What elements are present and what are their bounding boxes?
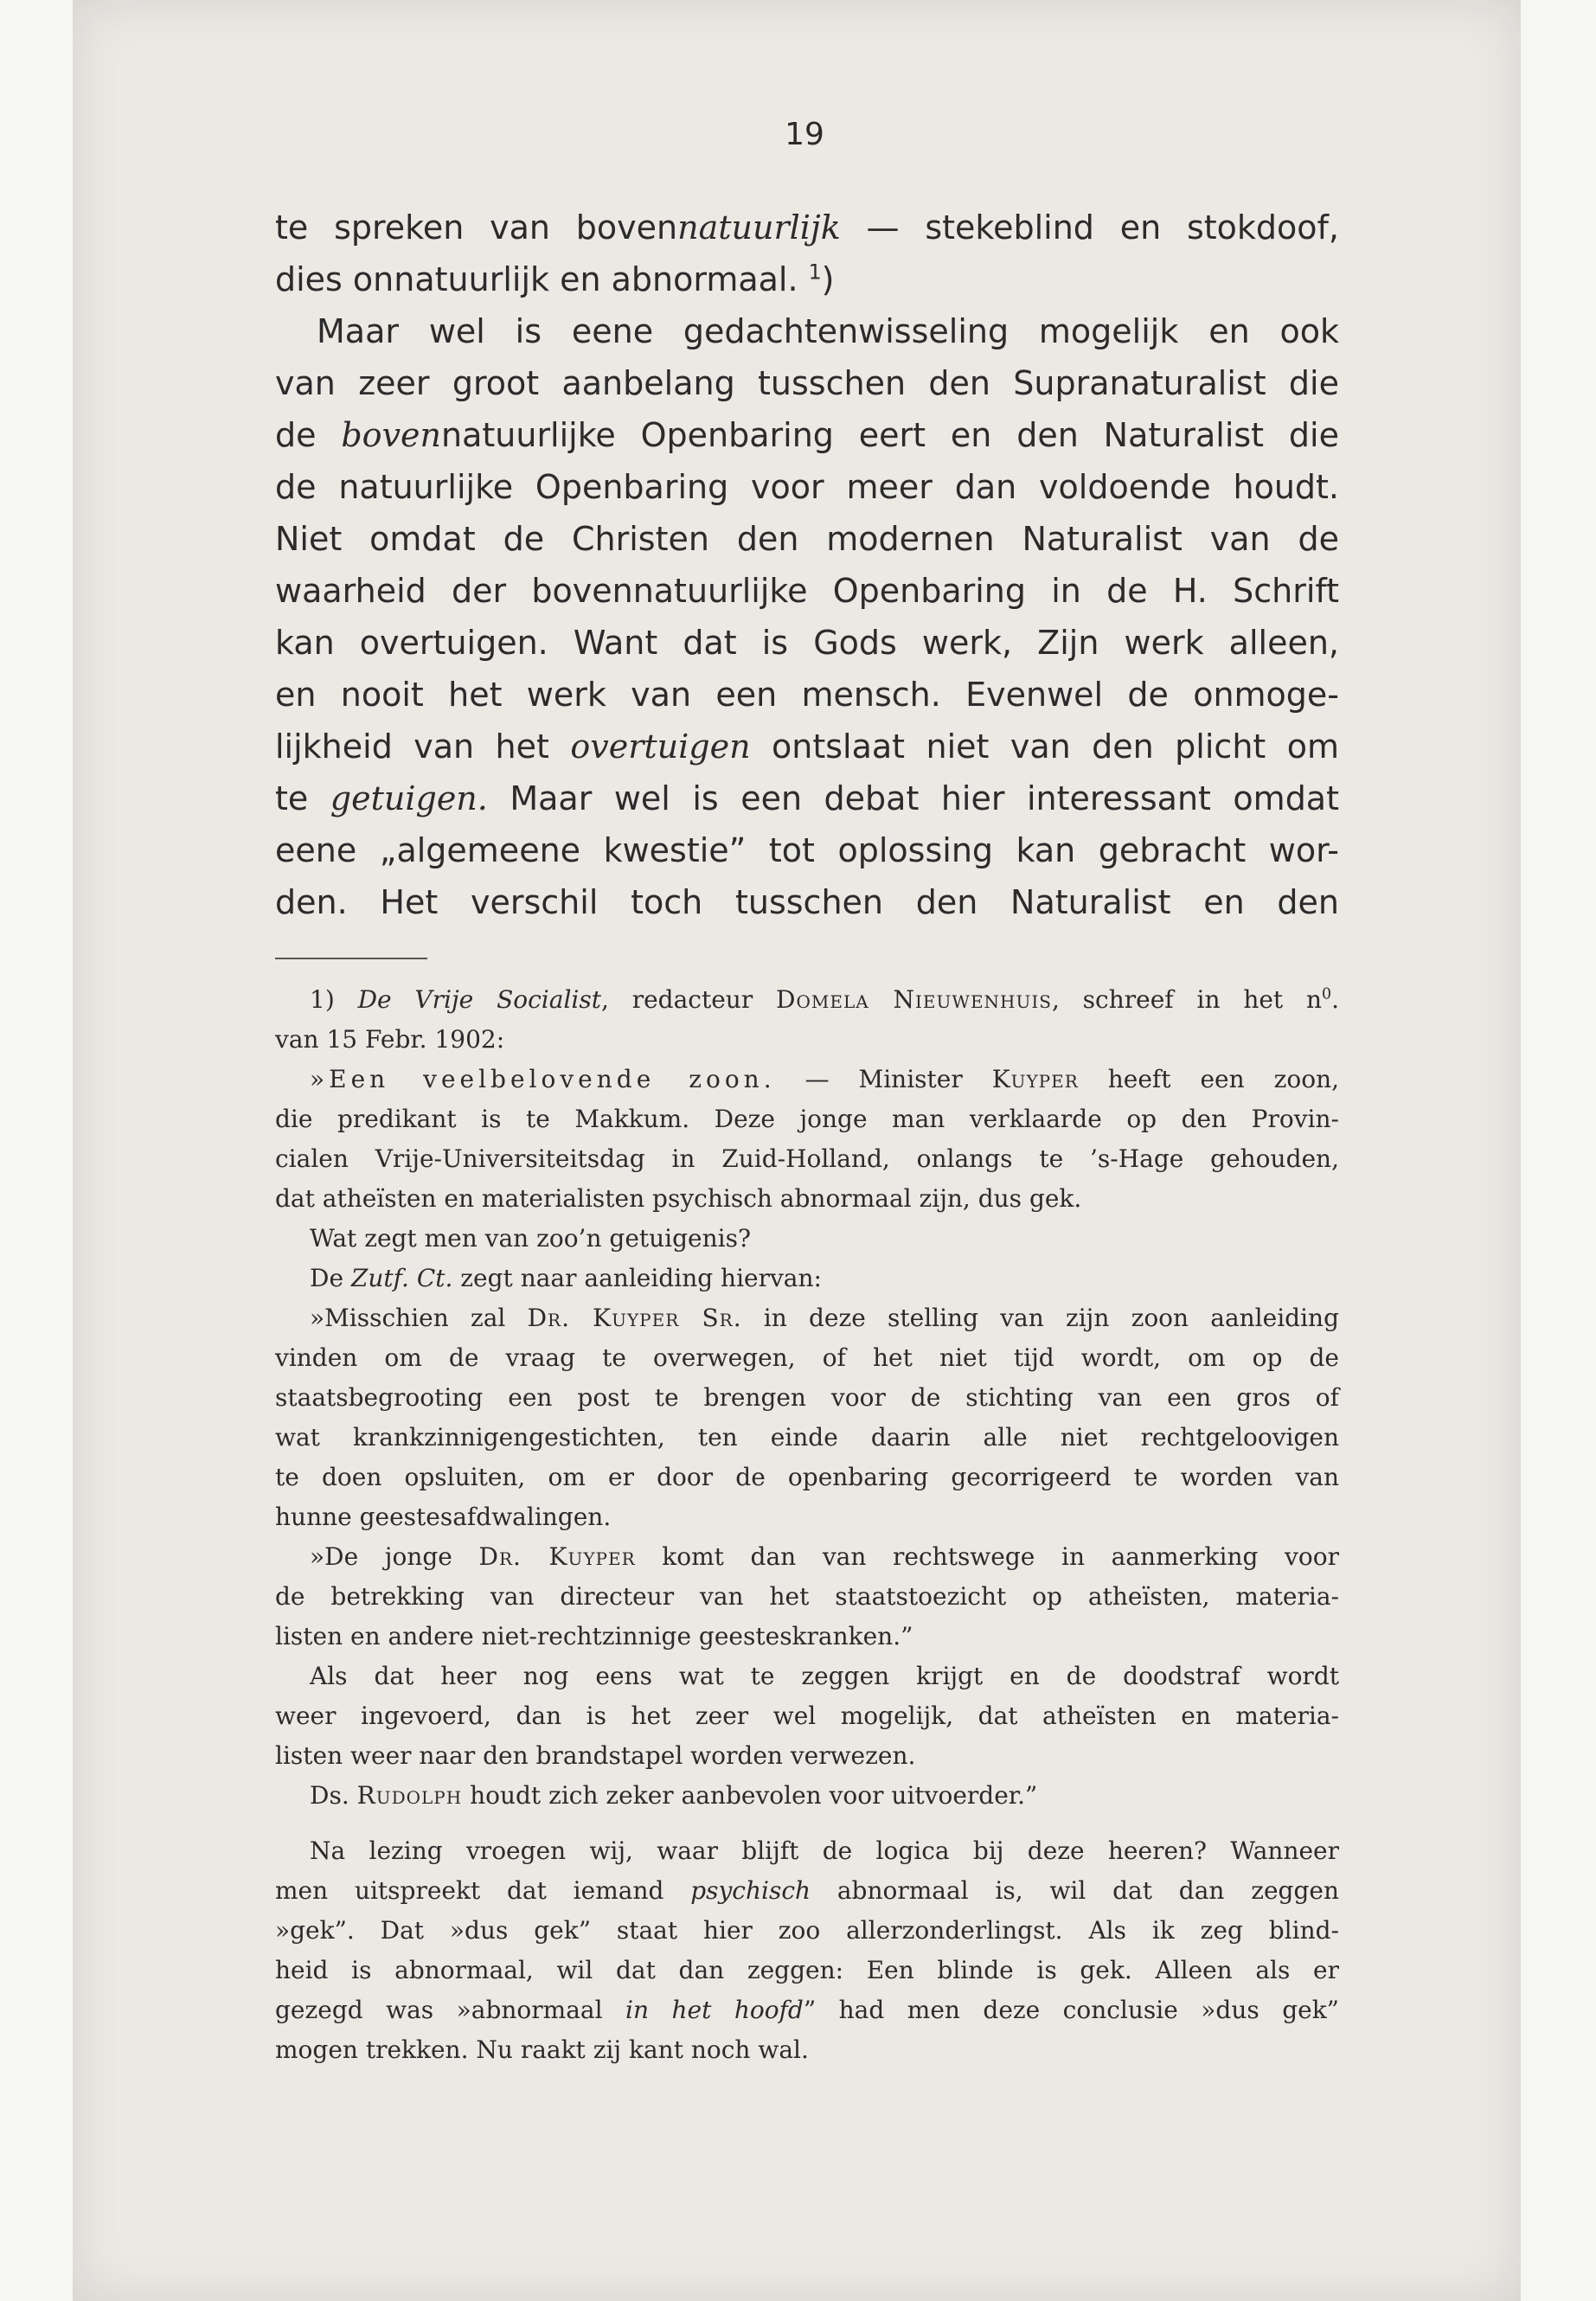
- small-caps-span: Domela Nieuwenhuis: [776, 985, 1052, 1014]
- text-span: »Misschien zal: [310, 1304, 528, 1332]
- note-line: [275, 1871, 1339, 1911]
- text-span: gezegd was »abnormaal: [275, 1996, 626, 2024]
- text-span: in deze stelling van zijn zoon aanleiding: [741, 1304, 1340, 1332]
- note-line: dat atheïsten en materialisten psychisch abnormaal zijn, dus gek.: [275, 1184, 1082, 1213]
- note-line: vinden om de vraag te overwegen, of het niet tijd wordt, om op de: [275, 1343, 1339, 1372]
- footnote-marker[interactable]: 1: [808, 260, 822, 285]
- text-line: van zeer groot aanbelang tusschen den Supranaturalist die: [275, 364, 1339, 402]
- text-span: lijkheid van het: [275, 727, 571, 766]
- main-text: [275, 202, 1339, 928]
- note-line: [275, 1990, 1339, 2030]
- footnote: [275, 980, 1339, 2070]
- italic-span: De Vrije Socialist: [357, 985, 601, 1014]
- note-line: die predikant is te Makkum. Deze jonge man verklaarde op den Provin-: [275, 1105, 1339, 1133]
- text-span: Ds.: [310, 1781, 357, 1810]
- text-span: men uitspreekt dat iemand: [275, 1876, 691, 1905]
- italic-span: boven: [341, 416, 441, 454]
- text-line: kan overtuigen. Want dat is Gods werk, Zijn werk alleen,: [275, 624, 1339, 662]
- italic-span: natuurlijk: [677, 208, 841, 247]
- page-number: 19: [785, 117, 824, 152]
- italic-span: overtuigen: [570, 727, 751, 766]
- text-span: .: [1331, 985, 1339, 1014]
- note-line: »gek”. Dat »dus gek” staat hier zoo allerzonderlingst. Als ik zeg blind-: [275, 1916, 1339, 1945]
- text-span: heeft een zoon,: [1078, 1065, 1340, 1093]
- text-span: zegt naar aanleiding hiervan:: [452, 1264, 822, 1292]
- note-line: [275, 1298, 1339, 1338]
- text-span: te: [275, 779, 330, 817]
- note-line: [275, 980, 1339, 1020]
- note-line: wat krankzinnigengestichten, ten einde daarin alle niet rechtgeloovigen: [275, 1423, 1339, 1452]
- note-line: Na lezing vroegen wij, waar blijft de logica bij deze heeren? Wanneer: [310, 1836, 1339, 1865]
- text-span: abnormaal is, wil dat dan zeggen: [811, 1876, 1339, 1905]
- note-line: mogen trekken. Nu raakt zij kant noch wal.: [275, 2035, 809, 2064]
- text-span: 1): [310, 985, 358, 1014]
- text-span: Maar wel is een debat hier interessant omdat: [487, 779, 1339, 817]
- small-caps-span: Rudolph: [356, 1781, 463, 1810]
- italic-span: getuigen.: [330, 779, 488, 817]
- note-line: Als dat heer nog eens wat te zeggen krijgt en de doodstraf wordt: [310, 1662, 1339, 1690]
- note-line: listen weer naar den brandstapel worden verwezen.: [275, 1741, 916, 1770]
- paragraph-gap: [275, 1816, 1339, 1831]
- text-span: te spreken van boven: [275, 208, 678, 247]
- note-line: van 15 Febr. 1902:: [275, 1025, 505, 1054]
- note-line: cialen Vrije-Universiteitsdag in Zuid-Holland, onlangs te ’s-Hage gehouden,: [275, 1144, 1339, 1173]
- note-line: [275, 1776, 1339, 1816]
- small-caps-span: Kuyper: [991, 1065, 1079, 1093]
- text-span: — Minister: [775, 1065, 992, 1093]
- small-caps-span: Dr. Kuyper: [478, 1542, 636, 1571]
- note-line: listen en andere niet-rechtzinnige geesteskranken.”: [275, 1622, 913, 1650]
- text-line: [275, 202, 1339, 253]
- footnote-separator: [275, 958, 427, 959]
- text-line: [275, 721, 1339, 772]
- small-caps-span: Dr. Kuyper Sr.: [527, 1304, 742, 1332]
- text-span: de: [275, 416, 342, 454]
- text-span: »De jonge: [310, 1542, 479, 1571]
- note-line: heid is abnormaal, wil dat dan zeggen: Een blinde is gek. Alleen als er: [275, 1956, 1339, 1984]
- text-line: Maar wel is eene gedachtenwisseling mogelijk en ook: [317, 312, 1339, 350]
- note-line: [275, 1537, 1339, 1577]
- note-line: de betrekking van directeur van het staatstoezicht op atheïsten, materia-: [275, 1582, 1339, 1611]
- italic-span: psychisch: [690, 1876, 811, 1905]
- italic-span: Zutf. Ct.: [350, 1264, 453, 1292]
- text-span: — stekeblind en stokdoof,: [840, 208, 1340, 247]
- note-line: Wat zegt men van zoo’n getuigenis?: [310, 1224, 751, 1253]
- note-line: [275, 1060, 1339, 1099]
- text-line: de natuurlijke Openbaring voor meer dan voldoende houdt.: [275, 468, 1339, 506]
- text-line: [275, 409, 1339, 461]
- text-span: komt dan van rechtswege in aanmerking voor: [635, 1542, 1339, 1571]
- note-line: weer ingevoerd, dan is het zeer wel mogelijk, dat atheïsten en materia-: [275, 1702, 1339, 1730]
- text-span: De: [310, 1264, 351, 1292]
- text-line: Niet omdat de Christen den modernen Naturalist van de: [275, 520, 1339, 558]
- text-span: ” had men deze conclusie »dus gek”: [803, 1996, 1339, 2024]
- text-line: waarheid der bovennatuurlijke Openbaring in de H. Schrift: [275, 572, 1339, 610]
- text-line: [275, 772, 1339, 824]
- text-line: en nooit het werk van een mensch. Evenwel de onmoge-: [275, 676, 1339, 714]
- spaced-span: »Een veelbelovende zoon.: [310, 1065, 776, 1093]
- text-span: , schreef in het n: [1051, 985, 1323, 1014]
- text-span: , redacteur: [600, 985, 777, 1014]
- text-span: ontslaat niet van den plicht om: [750, 727, 1340, 766]
- text-line: eene „algemeene kwestie” tot oplossing kan gebracht wor-: [275, 831, 1339, 869]
- text-line: den. Het verschil toch tusschen den Naturalist en den: [275, 883, 1339, 921]
- italic-span: in het hoofd: [625, 1996, 804, 2024]
- text-span: natuurlijke Openbaring eert en den Naturalist die: [441, 416, 1339, 454]
- note-line: hunne geestesafdwalingen.: [275, 1503, 612, 1531]
- text-line: [275, 253, 1339, 305]
- text-span: houdt zich zeker aanbevolen voor uitvoerder.”: [462, 1781, 1038, 1810]
- note-line: [275, 1259, 1339, 1298]
- text-span: ): [821, 260, 835, 298]
- note-line: staatsbegrooting een post te brengen voor de stichting van een gros of: [275, 1383, 1339, 1412]
- superscript: 0: [1322, 985, 1332, 1003]
- note-line: te doen opsluiten, om er door de openbaring gecorrigeerd te worden van: [275, 1463, 1339, 1491]
- text-span: dies onnatuurlijk en abnormaal.: [275, 260, 809, 298]
